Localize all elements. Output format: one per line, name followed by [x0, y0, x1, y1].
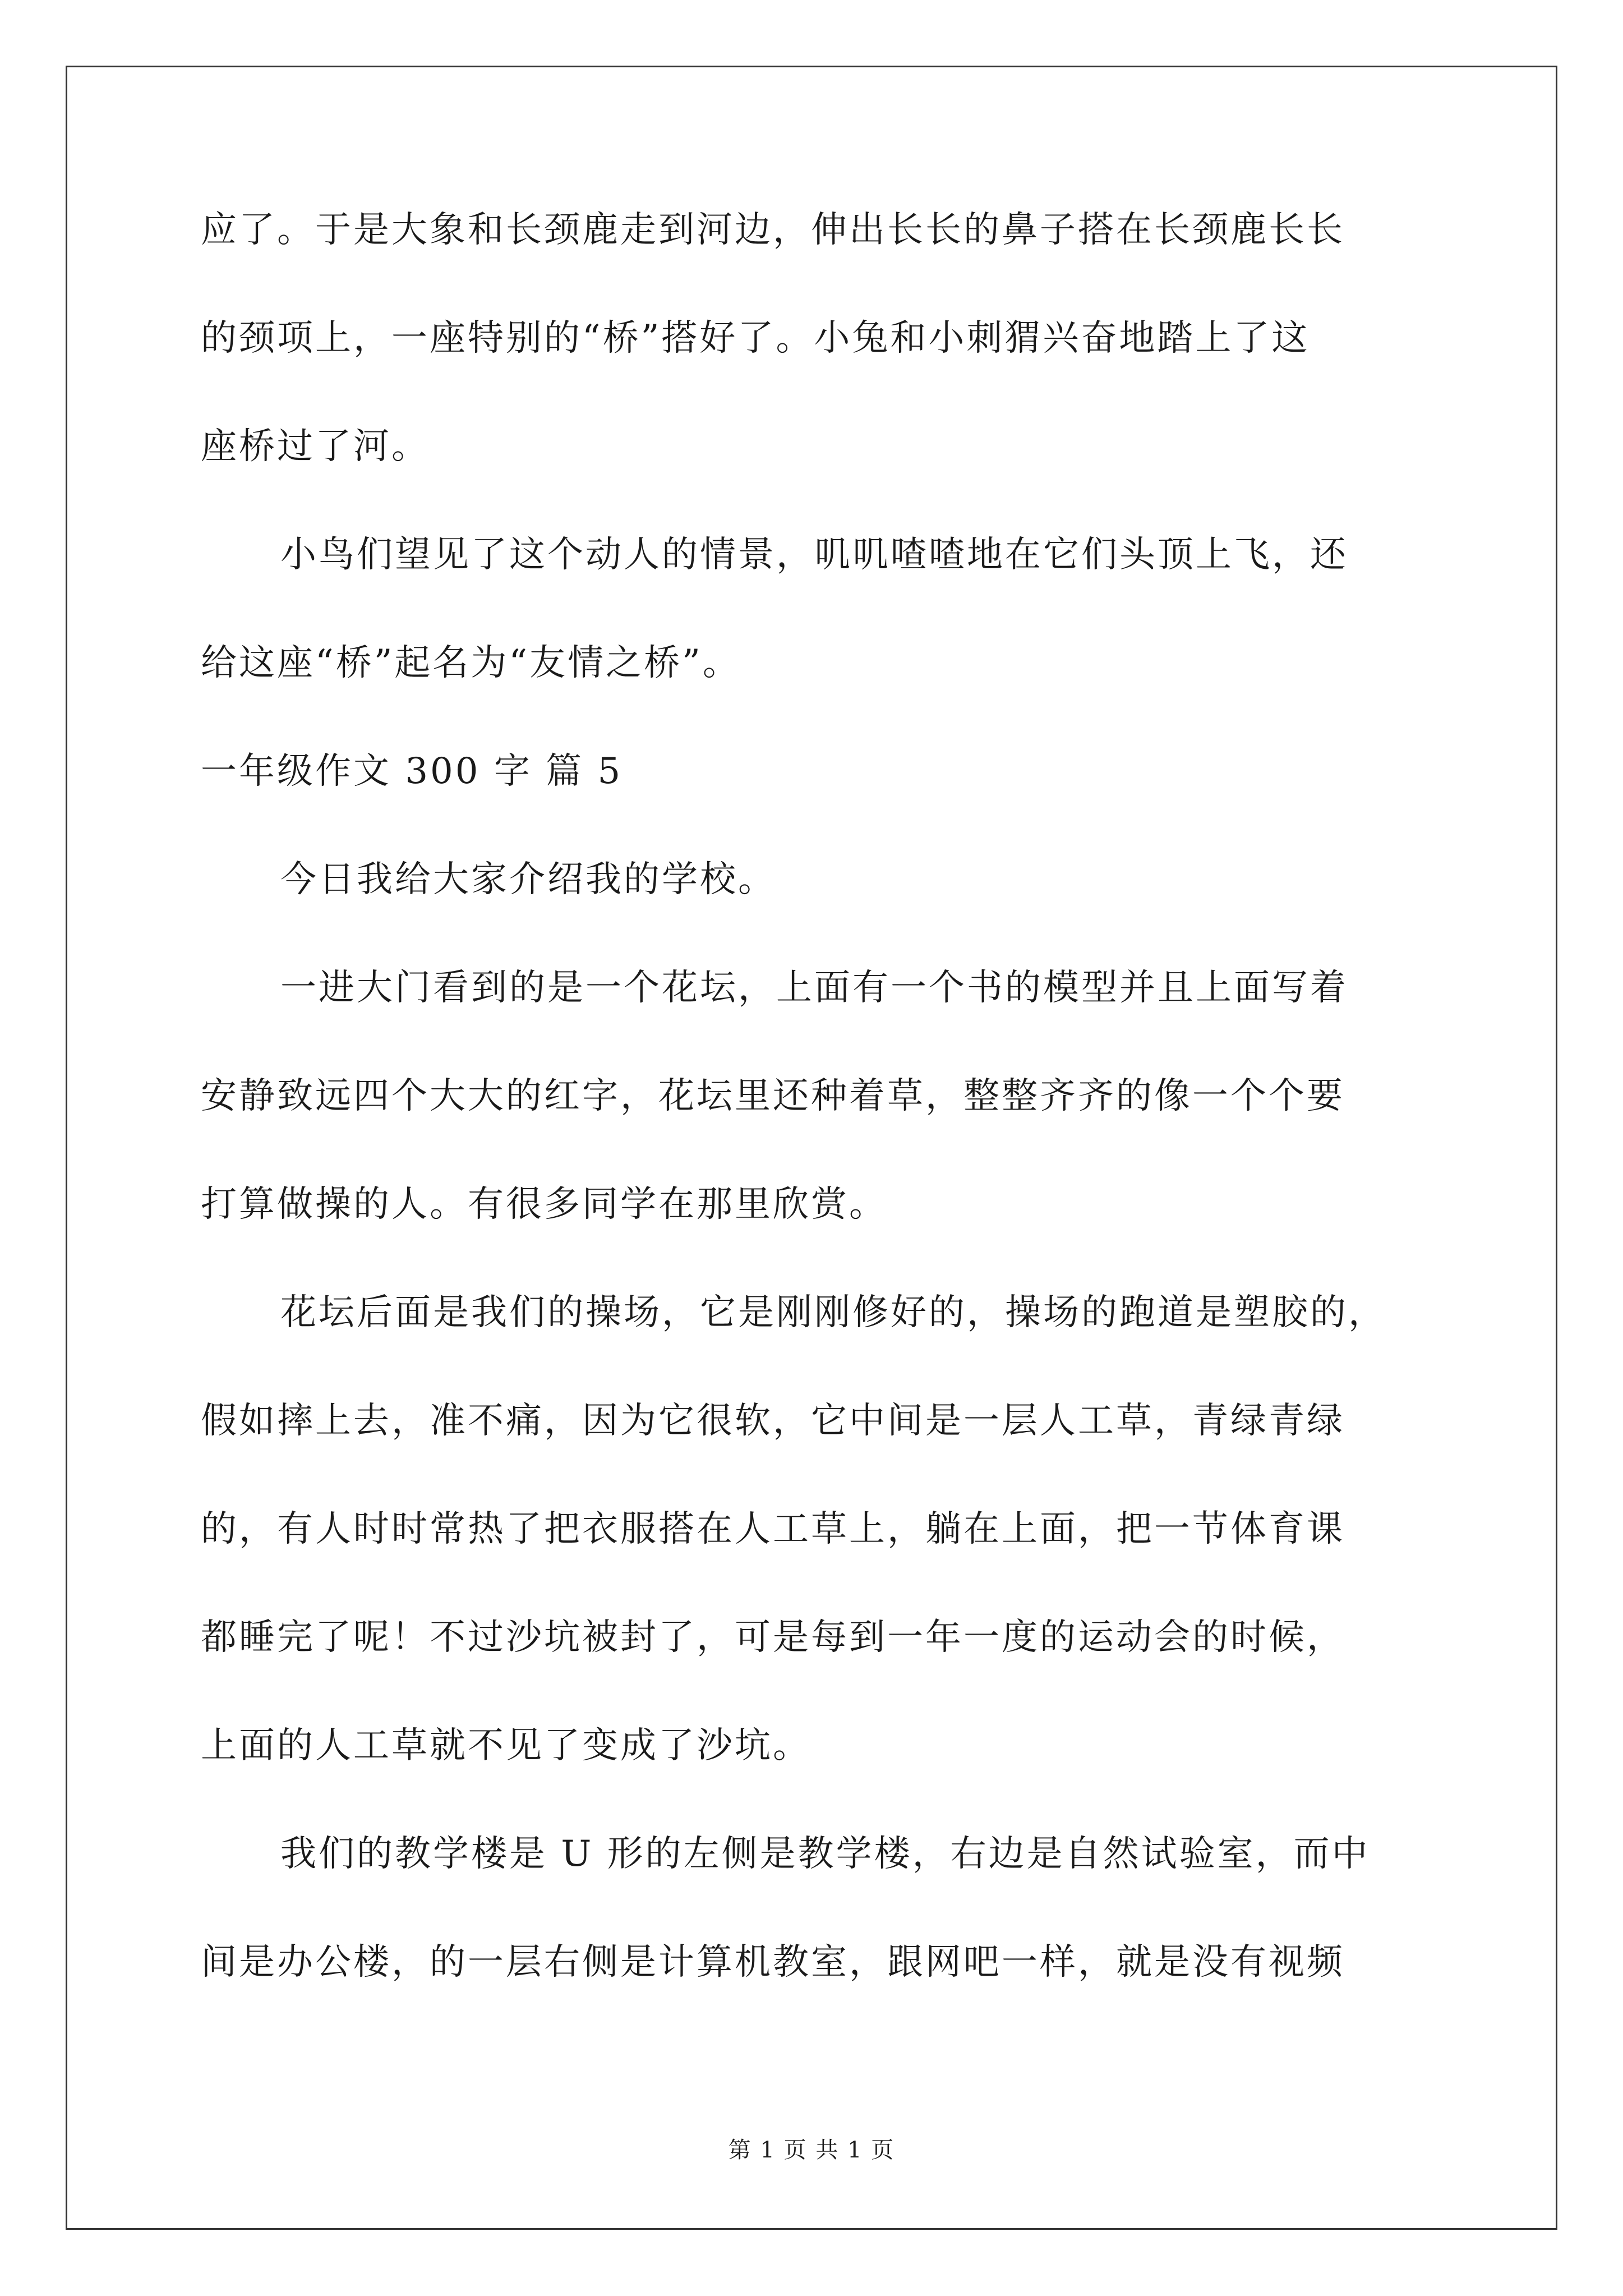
page-frame [66, 66, 1557, 2230]
page-number-footer: 第 1 页 共 1 页 [728, 2137, 895, 2163]
text-line: 间是办公楼，的一层右侧是计算机教室，跟网吧一样，就是没有视频 [201, 1941, 1345, 1983]
paragraph-start-line: 我们的教学楼是 U 形的左侧是教学楼，右边是自然试验室，而中 [280, 1833, 1370, 1875]
text-line: 上面的人工草就不见了变成了沙坑。 [201, 1725, 811, 1766]
paragraph-start-line: 一进大门看到的是一个花坛，上面有一个书的模型并且上面写着 [280, 967, 1348, 1009]
text-line: 安静致远四个大大的红字，花坛里还种着草，整整齐齐的像一个个要 [201, 1075, 1345, 1117]
text-line: 都睡完了呢！不过沙坑被封了，可是每到一年一度的运动会的时候， [201, 1617, 1345, 1658]
section-heading: 一年级作文 300 字 篇 5 [201, 751, 623, 792]
paragraph-start-line: 今日我给大家介绍我的学校。 [280, 859, 776, 900]
text-line: 的，有人时时常热了把衣服搭在人工草上，躺在上面，把一节体育课 [201, 1508, 1345, 1550]
paragraph-start-line: 花坛后面是我们的操场，它是刚刚修好的，操场的跑道是塑胶的， [280, 1292, 1386, 1333]
text-line: 座桥过了河。 [201, 426, 430, 467]
text-line: 的颈项上，一座特别的“桥”搭好了。小兔和小刺猬兴奋地踏上了这 [201, 318, 1310, 359]
paragraph-start-line: 小鸟们望见了这个动人的情景，叽叽喳喳地在它们头顶上飞，还 [280, 534, 1348, 576]
text-line: 给这座“桥”起名为“友情之桥”。 [201, 642, 741, 684]
text-line: 应了。于是大象和长颈鹿走到河边，伸出长长的鼻子搭在长颈鹿长长 [201, 209, 1345, 251]
text-line: 打算做操的人。有很多同学在那里欣赏。 [201, 1184, 887, 1225]
text-line: 假如摔上去，准不痛，因为它很软，它中间是一层人工草，青绿青绿 [201, 1400, 1345, 1442]
